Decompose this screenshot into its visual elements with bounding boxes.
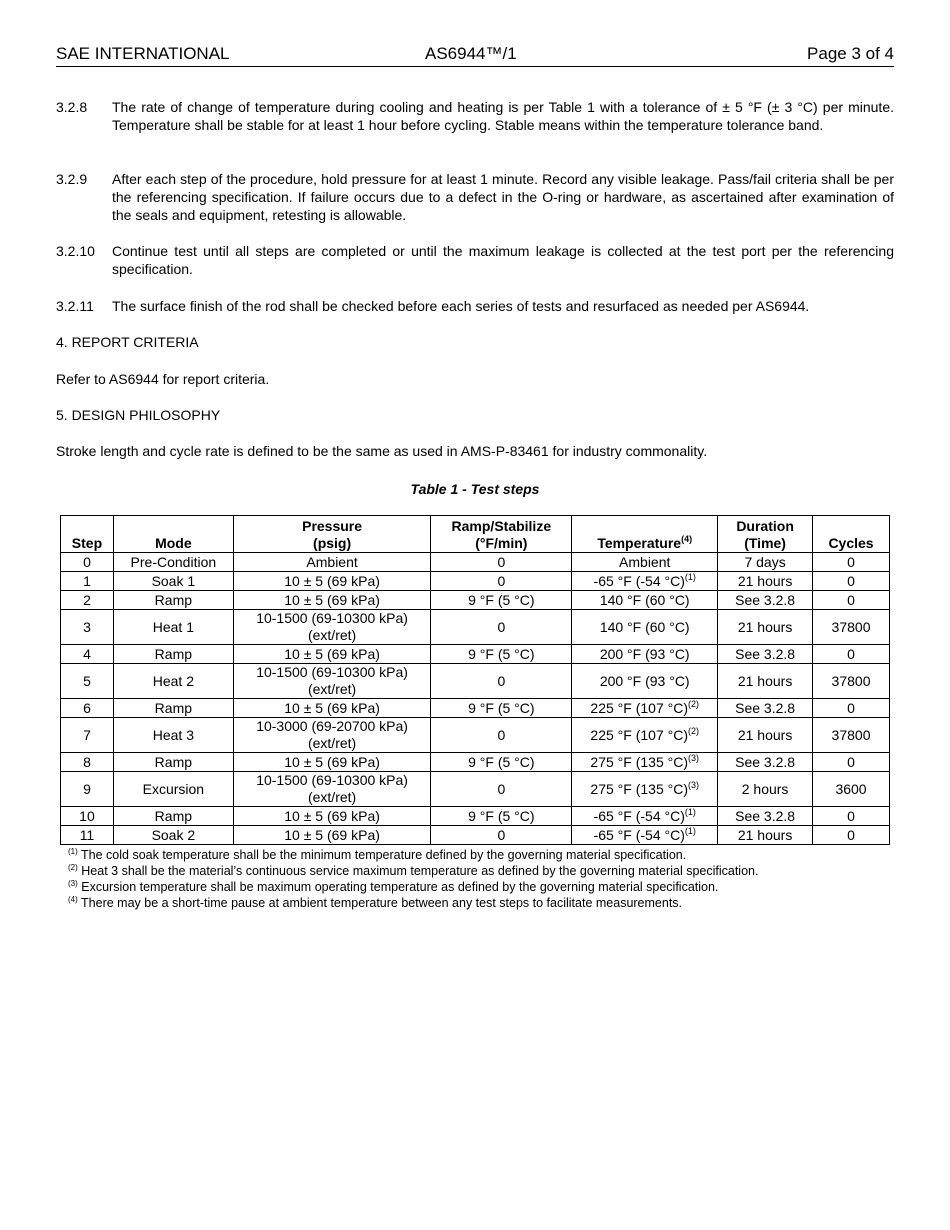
- cell-mode: Soak 2: [113, 826, 233, 845]
- paragraph-number: 3.2.9: [56, 171, 88, 187]
- table-row: [61, 572, 890, 591]
- cell-mode: Ramp: [113, 753, 233, 772]
- table-row: [61, 718, 890, 753]
- cell-ramp: 0: [431, 664, 572, 699]
- cell-duration: 7 days: [718, 553, 813, 572]
- cell-mode: Pre-Condition: [113, 553, 233, 572]
- cell-mode: Excursion: [113, 772, 233, 807]
- table-row: [61, 553, 890, 572]
- paragraph-number: 3.2.11: [56, 298, 94, 314]
- cell-pressure: 10 ± 5 (69 kPa): [233, 572, 431, 591]
- cell-temperature: 140 °F (60 °C): [572, 591, 718, 610]
- cell-cycles: 37800: [813, 610, 890, 645]
- header-document-number: AS6944™/1: [425, 44, 517, 63]
- cell-ramp: 0: [431, 772, 572, 807]
- table-header-row: [61, 516, 890, 553]
- cell-cycles: 0: [813, 826, 890, 845]
- cell-mode: Ramp: [113, 699, 233, 718]
- paragraph-number: 3.2.8: [56, 99, 88, 115]
- cell-pressure: 10 ± 5 (69 kPa): [233, 699, 431, 718]
- cell-ramp: 0: [431, 718, 572, 753]
- cell-duration: 21 hours: [718, 572, 813, 591]
- section-5-text: Stroke length and cycle rate is defined to be the same as used in AMS-P-83461 for industry commonality.: [56, 443, 708, 459]
- footnote-3: $^{(3)}$ Excursion temperature shall be maximum operating temperature as defined by the governing material specification.: [68, 879, 719, 894]
- cell-cycles: 0: [813, 807, 890, 826]
- paragraph-3-2-11: [56, 297, 894, 315]
- cell-temperature: Ambient: [572, 553, 718, 572]
- cell-cycles: 0: [813, 572, 890, 591]
- cell-ramp: 0: [431, 572, 572, 591]
- cell-pressure: 10-1500 (69-10300 kPa) (ext/ret): [233, 610, 431, 645]
- table-row: [61, 699, 890, 718]
- cell-step: 3: [61, 610, 114, 645]
- cell-step: 1: [61, 572, 114, 591]
- cell-duration: 21 hours: [718, 826, 813, 845]
- cell-cycles: 3600: [813, 772, 890, 807]
- table-row: [61, 753, 890, 772]
- header-organization: SAE INTERNATIONAL: [56, 44, 230, 63]
- cell-pressure: 10 ± 5 (69 kPa): [233, 645, 431, 664]
- cell-duration: See 3.2.8: [718, 807, 813, 826]
- cell-cycles: 37800: [813, 718, 890, 753]
- table-footnotes: [68, 847, 898, 911]
- cell-step: 11: [61, 826, 114, 845]
- table-row: [61, 591, 890, 610]
- header-page-number: Page 3 of 4: [807, 44, 894, 63]
- cell-cycles: 0: [813, 753, 890, 772]
- cell-step: 0: [61, 553, 114, 572]
- cell-step: 10: [61, 807, 114, 826]
- paragraph-text: The surface finish of the rod shall be checked before each series of tests and resurfaced as needed per AS6944.: [112, 298, 810, 314]
- cell-ramp: 0: [431, 553, 572, 572]
- cell-duration: 21 hours: [718, 664, 813, 699]
- cell-temperature: 225 °F (107 °C)$^{(2)}$: [572, 718, 718, 753]
- cell-duration: See 3.2.8: [718, 699, 813, 718]
- footnote-1: $^{(1)}$ The cold soak temperature shall be the minimum temperature defined by the governing material specification.: [68, 847, 687, 862]
- cell-temperature: 200 °F (93 °C): [572, 664, 718, 699]
- cell-mode: Soak 1: [113, 572, 233, 591]
- footnote-2: $^{(2)}$ Heat 3 shall be the material’s continuous service maximum temperature as defined by the governing material specification.: [68, 863, 759, 878]
- cell-duration: See 3.2.8: [718, 645, 813, 664]
- cell-mode: Heat 1: [113, 610, 233, 645]
- cell-ramp: 0: [431, 826, 572, 845]
- table-caption: Table 1 - Test steps: [410, 481, 540, 497]
- cell-temperature: 200 °F (93 °C): [572, 645, 718, 664]
- cell-mode: Ramp: [113, 645, 233, 664]
- cell-cycles: 0: [813, 699, 890, 718]
- paragraph-number: 3.2.10: [56, 243, 95, 259]
- cell-duration: 21 hours: [718, 718, 813, 753]
- test-steps-table: [60, 515, 890, 845]
- section-4-text: Refer to AS6944 for report criteria.: [56, 371, 270, 387]
- header-mode: Mode: [113, 516, 233, 553]
- paragraph-3-2-10: [56, 242, 894, 278]
- table-row: [61, 610, 890, 645]
- cell-cycles: 0: [813, 591, 890, 610]
- header-step: Step: [61, 516, 114, 553]
- cell-ramp: 9 °F (5 °C): [431, 699, 572, 718]
- cell-temperature: 275 °F (135 °C)$^{(3)}$: [572, 753, 718, 772]
- cell-ramp: 9 °F (5 °C): [431, 753, 572, 772]
- cell-mode: Ramp: [113, 591, 233, 610]
- paragraph-text: After each step of the procedure, hold pressure for at least 1 minute. Record any visible leakage. Pass/fail criteria shall be per the referencing specification. If failure occurs due to a defect in the O-ring or hardware, as ascertained after examination of the seals and equipment, retesting is allowable.: [112, 171, 894, 223]
- cell-ramp: 9 °F (5 °C): [431, 591, 572, 610]
- cell-pressure: 10 ± 5 (69 kPa): [233, 807, 431, 826]
- page-header: [56, 44, 894, 67]
- cell-ramp: 9 °F (5 °C): [431, 807, 572, 826]
- paragraph-3-2-9: [56, 170, 894, 224]
- cell-temperature: -65 °F (-54 °C)$^{(1)}$: [572, 826, 718, 845]
- footnote-4: $^{(4)}$ There may be a short-time pause at ambient temperature between any test steps to facilitate measurements.: [68, 895, 683, 910]
- cell-temperature: 225 °F (107 °C)$^{(2)}$: [572, 699, 718, 718]
- cell-temperature: 140 °F (60 °C): [572, 610, 718, 645]
- cell-step: 6: [61, 699, 114, 718]
- header-cycles: Cycles: [813, 516, 890, 553]
- cell-step: 5: [61, 664, 114, 699]
- cell-duration: See 3.2.8: [718, 753, 813, 772]
- cell-temperature: 275 °F (135 °C)$^{(3)}$: [572, 772, 718, 807]
- cell-duration: 2 hours: [718, 772, 813, 807]
- cell-step: 7: [61, 718, 114, 753]
- cell-temperature: -65 °F (-54 °C)$^{(1)}$: [572, 807, 718, 826]
- table-row: [61, 645, 890, 664]
- header-ramp: Ramp/Stabilize (°F/min): [431, 516, 572, 553]
- table-row: [61, 664, 890, 699]
- cell-mode: Heat 3: [113, 718, 233, 753]
- cell-pressure: 10-1500 (69-10300 kPa) (ext/ret): [233, 772, 431, 807]
- cell-cycles: 0: [813, 553, 890, 572]
- cell-step: 9: [61, 772, 114, 807]
- cell-duration: See 3.2.8: [718, 591, 813, 610]
- cell-mode: Heat 2: [113, 664, 233, 699]
- cell-step: 8: [61, 753, 114, 772]
- cell-step: 4: [61, 645, 114, 664]
- cell-pressure: 10-1500 (69-10300 kPa) (ext/ret): [233, 664, 431, 699]
- section-5-heading: 5. DESIGN PHILOSOPHY: [56, 407, 221, 423]
- cell-pressure: 10 ± 5 (69 kPa): [233, 826, 431, 845]
- cell-pressure: Ambient: [233, 553, 431, 572]
- header-temperature: Temperature$^{(4)}$: [572, 516, 718, 553]
- cell-step: 2: [61, 591, 114, 610]
- table-row: [61, 772, 890, 807]
- cell-pressure: 10 ± 5 (69 kPa): [233, 591, 431, 610]
- cell-pressure: 10 ± 5 (69 kPa): [233, 753, 431, 772]
- cell-ramp: 0: [431, 610, 572, 645]
- paragraph-3-2-8: [56, 98, 894, 134]
- header-duration: Duration (Time): [718, 516, 813, 553]
- section-4-heading: 4. REPORT CRITERIA: [56, 334, 199, 350]
- cell-pressure: 10-3000 (69-20700 kPa) (ext/ret): [233, 718, 431, 753]
- header-pressure: Pressure (psig): [233, 516, 431, 553]
- cell-ramp: 9 °F (5 °C): [431, 645, 572, 664]
- cell-duration: 21 hours: [718, 610, 813, 645]
- paragraph-text: The rate of change of temperature during cooling and heating is per Table 1 with a tolerance of ± 5 °F (± 3 °C) per minute. Temperature shall be stable for at least 1 hour before cycling. Stable means within the temperature tolerance band.: [112, 99, 894, 133]
- cell-mode: Ramp: [113, 807, 233, 826]
- cell-cycles: 37800: [813, 664, 890, 699]
- cell-temperature: -65 °F (-54 °C)$^{(1)}$: [572, 572, 718, 591]
- table-row: [61, 807, 890, 826]
- cell-cycles: 0: [813, 645, 890, 664]
- table-row: [61, 826, 890, 845]
- paragraph-text: Continue test until all steps are completed or until the maximum leakage is collected at the test port per the referencing specification.: [112, 243, 894, 277]
